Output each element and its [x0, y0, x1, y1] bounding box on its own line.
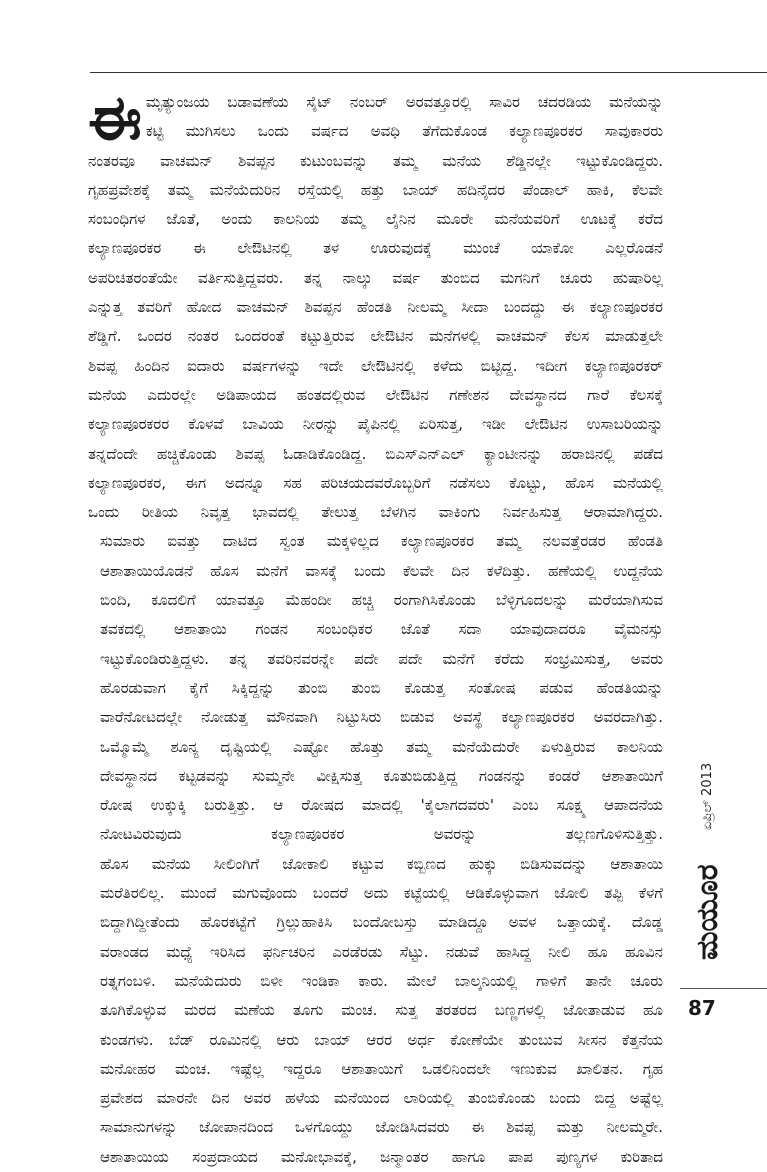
- text-line: ಕುಂಡಗಳು. ಬೆಡ್ ರೂಮಿನಲ್ಲಿ ಆರು ಬಾಯ್ ಆರರ ಅರ್ಧ ಕೋಣೆಯೇ ತುಂಬುವ ಸೀಸನ ಕೆತ್ತನೆಯ: [100, 1030, 663, 1049]
- paragraph: [88, 81, 663, 527]
- paragraph: [88, 527, 663, 849]
- text-line: ಮೃತ್ಯುಂಜಯ ಬಡಾವಣೆಯ ಸೈಟ್ ನಂಬರ್ ಅರವತ್ತೂರಲ್ಲಿ ಸಾವಿರ ಚದರಡಿಯ ಮನೆಯನ್ನು: [145, 93, 663, 111]
- text-line: ಮನೆಯ ಎದುರಲ್ಲೇ ಅಡಿಪಾಯದ ಹಂತದಲ್ಲಿರುವ ಲೇಔಟಿನ ಗಣೇಶನ ದೇವಸ್ಥಾನದ ಗಾರೆ ಕೆಲಸಕ್ಕೆ: [88, 385, 663, 404]
- text-line: ಹೊಸ ಮನೆಯ ಸೀಲಿಂಗಿಗೆ ಜೋಕಾಲಿ ಕಟ್ಟುವ ಕಬ್ಬಿಣದ ಹುಕ್ಕು ಬಿಡಿಸುವದನ್ನು ಆಶಾತಾಯಿ: [100, 854, 663, 873]
- page-number: 87: [688, 996, 716, 1020]
- text-line: ಸಂಬಂಧಿಗಳ ಜೊತೆ, ಅಂದು ಕಾಲನಿಯ ತಮ್ಮ ಲೈನಿನ ಮೂರೇ ಮನೆಯವರಿಗೆ ಊಟಕ್ಕೆ ಕರೆದ: [88, 210, 663, 229]
- text-line: ಹೊರಡುವಾಗ ಕೈಗೆ ಸಿಕ್ಕಿದ್ದನ್ನು ತುಂಬಿ ತುಂಬಿ ಕೊಡುತ್ತ ಸಂತೋಷ ಪಡುವ ಹೆಂಡತಿಯನ್ನು: [100, 678, 663, 697]
- text-line: ಕಲ್ಯಾಣಪೂರಕರರ ಕೊಳವೆ ಬಾವಿಯ ನೀರನ್ನು ಪೈಪಿನಲ್ಲಿ ಏರಿಸುತ್ತ, ಇಡೀ ಲೇಔಟಿನ ಉಸಾಬರಿಯನ್ನು: [88, 415, 663, 434]
- text-line: ದೇವಸ್ಥಾನದ ಕಟ್ಟಡವನ್ನು ಸುಮ್ಮನೇ ವೀಕ್ಷಿಸುತ್ತ ಕೂತುಬಿಡುತ್ತಿದ್ದ ಗಂಡನನ್ನು ಕಂಡರೆ ಆಶಾತಾಯಿಗೆ: [100, 766, 663, 785]
- text-line: ಬಿದ್ದಾಗಿದ್ದೀತೆಂದು ಹೊರಕಟ್ಟೆಗೆ ಗ್ರಿಲ್ಲುಹಾಕಿಸಿ ಬಂದೋಬಸ್ತು ಮಾಡಿದ್ದೂ ಅವಳ ಒತ್ತಾಯಕ್ಕೆ. ದೊಡ್ಡ: [100, 913, 663, 932]
- article-paragraphs: [88, 81, 663, 1172]
- text-line: ಎನ್ನುತ್ತ ತವರಿಗೆ ಹೋದ ವಾಚಮನ್ ಶಿವಪ್ಪನ ಹೆಂಡತಿ ನೀಲಮ್ಮ ಸೀದಾ ಬಂದದ್ದು ಈ ಕಲ್ಯಾಣಪೂರಕರ: [88, 298, 663, 317]
- text-line: ರತ್ನಗಂಬಳಿ. ಮನೆಯೆದುರು ಬಿಳೀ ಇಂಡಿಕಾ ಕಾರು. ಮೇಲೆ ಬಾಲ್ಕನಿಯಲ್ಲಿ ಗಾಳಿಗೆ ತಾನೇ ಚೂರು: [100, 971, 663, 990]
- text-line: ಕಟ್ಟಿ ಮುಗಿಸಲು ಒಂದು ವರ್ಷದ ಅವಧಿ ತೆಗೆದುಕೊಂಡ ಕಲ್ಯಾಣಪೂರಕರ ಸಾವುಕಾರರು: [145, 122, 663, 141]
- text-line: ಗೃಹಪ್ರವೇಶಕ್ಕೆ ತಮ್ಮ ಮನೆಯೆದುರಿನ ರಸ್ತೆಯಲ್ಲಿ ಹತ್ತು ಬಾಯ್ ಹದಿನೈದರ ಪೆಂಡಾಲ್ ಹಾಕಿ, ಕೆಲವೇ: [88, 180, 663, 199]
- magazine-name: ಮಯೂರ: [690, 864, 725, 960]
- text-line: ಮನೋಹರ ಮಂಚ. ಇಷ್ಟೆಲ್ಲ ಇದ್ದರೂ ಆಶಾತಾಯಿಗೆ ಒಡಲಿನಿಂದಲೇ ಇಣುಕುವ ಖಾಲಿತನ. ಗೃಹ: [100, 1059, 663, 1078]
- text-line: ರೋಷ ಉಕ್ಕುಕ್ಕಿ ಬರುತ್ತಿತ್ತು. ಆ ರೋಷದ ಮಾದಲ್ಲಿ 'ಕೈಲಾಗದವರು' ಎಂಬ ಸೂಕ್ಷ್ಮ ಆಪಾದನೆಯ: [100, 796, 663, 815]
- text-line: ಒಂದು ರೀತಿಯ ನಿವೃತ್ತ ಭಾವದಲ್ಲಿ ತೇಲುತ್ತ ಬೆಳಗಿನ ವಾಕಿಂಗು ನಿರ್ವಹಿಸುತ್ತ ಆರಾಮಾಗಿದ್ದರು.: [88, 503, 663, 522]
- article-body: [88, 81, 663, 1172]
- text-line: ಸಾಮಾನುಗಳನ್ನು ಜೋಪಾನದಿಂದ ಒಳಗೊಯ್ದು ಜೋಡಿಸಿದವರು ಈ ಶಿವಪ್ಪ ಮತ್ತು ನೀಲಮ್ಮರೇ.: [100, 1118, 663, 1137]
- text-line: ವಾರೆನೋಟದಲ್ಲೇ ನೋಡುತ್ತ ಮೌನವಾಗಿ ನಿಟ್ಟುಸಿರು ಬಿಡುವ ಅವಸ್ಥೆ ಕಲ್ಯಾಣಪೂರಕರ ಅವರದಾಗಿತ್ತು.: [100, 708, 663, 727]
- text-line: ತನ್ನದೆಂದೇ ಹಚ್ಚಿಕೊಂಡು ಶಿವಪ್ಪ ಓಡಾಡಿಕೊಂಡಿದ್ದ. ಬಿಎಸ್‌ಎನ್‌ಎಲ್ ಕ್ಯಾಂಟೀನನ್ನು ಹರಾಜಿನಲ್ಲಿ ಪಡೆದ: [88, 444, 663, 463]
- text-line: ಇಟ್ಟುಕೊಂಡಿರುತ್ತಿದ್ದಳು. ತನ್ನ ತವರಿನವರನ್ನೇ ಪದೇ ಪದೇ ಮನೆಗೆ ಕರೆದು ಸಂಭ್ರಮಿಸುತ್ತ, ಅವರು: [100, 649, 663, 668]
- text-line: ಆಶಾತಾಯಿಯ ಸಂಪ್ರದಾಯದ ಮನೋಭಾವಕ್ಕೆ, ಜನ್ಮಾಂತರ ಹಾಗೂ ಪಾಪ ಪುಣ್ಯಗಳ ಕುರಿತಾದ: [100, 1147, 663, 1166]
- text-line: ಸುಮಾರು ಐವತ್ತು ದಾಟಿದ ಸ್ವಂತ ಮಕ್ಕಳಿಲ್ಲದ ಕಲ್ಯಾಣಪೂರಕರ ತಮ್ಮ ನಲವತ್ತೆರಡರ ಹೆಂಡತಿ: [100, 532, 663, 551]
- paragraph: [88, 850, 663, 1143]
- text-line: ವರಾಂಡದ ಮಧ್ಯೆ ಇರಿಸಿದ ಫರ್ನಿಚರಿನ ಎರಡೆರಡು ಸೆಟ್ಟು. ನಡುವೆ ಹಾಸಿದ್ದ ನೀಲಿ ಹೂ ಹೂವಿನ: [100, 942, 663, 961]
- text-line: ನೋಟವಿರುವುದು ಕಲ್ಯಾಣಪೂರಕರ ಅವರನ್ನು ತಲ್ಲಣಗೊಳಿಸುತ್ತಿತ್ತು.: [100, 825, 663, 844]
- paragraph: [88, 1143, 663, 1172]
- text-line: ಬಿಂದಿ, ಕೂದಲಿಗೆ ಯಾವತ್ತೂ ಮೆಹಂದೀ ಹಚ್ಚಿ ರಂಗಾಗಿಸಿಕೊಂಡು ಬೆಳ್ಳಿಗೂದಲನ್ನು ಮರೆಯಾಗಿಸುವ: [100, 591, 663, 610]
- text-line: ಆಶಾತಾಯಿಯೊಡನೆ ಹೊಸ ಮನೆಗೆ ವಾಸಕ್ಕೆ ಬಂದು ಕೆಲವೇ ದಿನ ಕಳೆದಿತ್ತು. ಹಣೆಯಲ್ಲಿ ಉದ್ದನೆಯ: [100, 561, 663, 580]
- text-line: ತೂಗಿಕೊಳ್ಳುವ ಮರದ ಮಣೆಯ ತೂಗು ಮಂಚ. ಸುತ್ತ ತರತರದ ಬಣ್ಣಗಳಲ್ಲಿ ಜೋತಾಡುವ ಹೂ: [100, 1001, 663, 1020]
- text-line: ಶೆಡ್ಡಿಗೆ. ಒಂದರ ನಂತರ ಒಂದರಂತೆ ಕಟ್ಟುತ್ತಿರುವ ಲೇಔಟಿನ ಮನೆಗಳಲ್ಲಿ ವಾಚಮನ್ ಕೆಲಸ ಮಾಡುತ್ತಲೇ: [88, 327, 663, 346]
- text-line: ಅಪರಿಚಿತರಂತೆಯೇ ವರ್ತಿಸುತ್ತಿದ್ದವರು. ತನ್ನ ನಾಲ್ಕು ವರ್ಷ ತುಂಬಿದ ಮಗನಿಗೆ ಚೂರು ಹುಷಾರಿಲ್ಲ: [88, 268, 663, 287]
- drop-cap: ಈ: [88, 81, 142, 154]
- text-line: ಮರೆತಿರಲಿಲ್ಲ. ಮುಂದೆ ಮಗುವೊಂದು ಬಂದರೆ ಅದು ಕಟ್ಟೆಯಲ್ಲಿ ಆಡಿಕೊಳ್ಳುವಾಗ ಜೋಲಿ ತಪ್ಪಿ ಕೆಳಗೆ: [100, 884, 663, 903]
- text-line: ಕಲ್ಯಾಣಪೂರಕರ, ಈಗ ಅದನ್ನೂ ಸಹ ಪರಿಚಯದವರೊಬ್ಬರಿಗೆ ನಡೆಸಲು ಕೊಟ್ಟು, ಹೊಸ ಮನೆಯಲ್ಲಿ: [88, 473, 663, 492]
- text-line: ಪ್ರವೇಶದ ಮಾರನೇ ದಿನ ಅವರ ಹಳೆಯ ಮನೆಯಿಂದ ಲಾರಿಯಲ್ಲಿ ತುಂಬಿಕೊಂಡು ಬಂದು ಬಿದ್ದ ಅಷ್ಟೆಲ್ಲ: [100, 1089, 663, 1108]
- text-line: ಶಿವಪ್ಪ ಹಿಂದಿನ ಐದಾರು ವರ್ಷಗಳನ್ನು ಇದೇ ಲೇಔಟಿನಲ್ಲಿ ಕಳೆದು ಬಿಟ್ಟಿದ್ದ. ಇದೀಗ ಕಲ್ಯಾಣಪೂರಕರ್: [88, 356, 663, 375]
- issue-date: ಏಪ್ರಿಲ್ 2013: [700, 762, 715, 830]
- text-line: ಒಮ್ಮೊಮ್ಮೆ ಶೂನ್ಯ ದೃಷ್ಟಿಯಲ್ಲಿ ಎಷ್ಟೋ ಹೊತ್ತು ತಮ್ಮ ಮನೆಯೆದುರೇ ಏಳುತ್ತಿರುವ ಕಾಲನಿಯ: [100, 737, 663, 756]
- text-line: ನಂತರವೂ ವಾಚಮನ್ ಶಿವಪ್ಪನ ಕುಟುಂಬವನ್ನು ತಮ್ಮ ಮನೆಯ ಶೆಡ್ಡಿನಲ್ಲೇ ಇಟ್ಟುಕೊಂಡಿದ್ದರು.: [88, 151, 663, 170]
- text-line: ತವಕದಲ್ಲಿ ಆಶಾತಾಯಿ ಗಂಡನ ಸಂಬಂಧಿಕರ ಜೊತೆ ಸದಾ ಯಾವುದಾದರೂ ವೈಮನಸ್ಸು: [100, 620, 663, 639]
- page-rule: [680, 988, 767, 989]
- top-rule: [90, 72, 767, 73]
- text-line: ಕಲ್ಯಾಣಪೂರಕರ ಈ ಲೇಔಟಿನಲ್ಲಿ ತಳ ಊರುವುದಕ್ಕೆ ಮುಂಚೆ ಯಾಕೋ ಎಲ್ಲರೊಡನೆ: [88, 239, 663, 258]
